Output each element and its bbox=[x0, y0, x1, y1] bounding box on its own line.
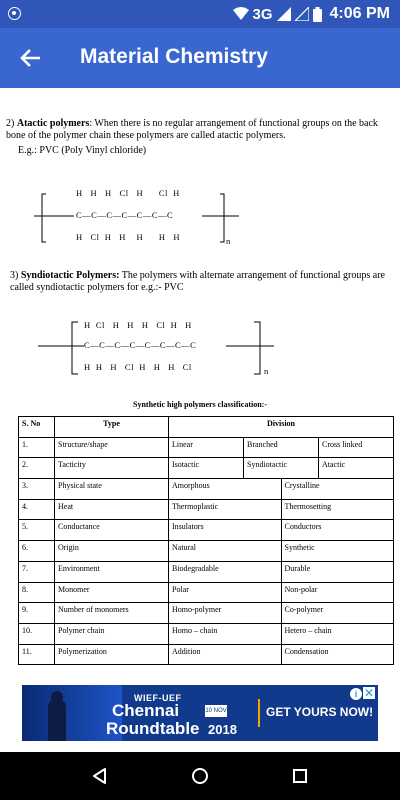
syndiotactic-structure bbox=[38, 316, 278, 380]
atactic-heading: Atactic polymers bbox=[16, 118, 90, 129]
cell-sno: 5. bbox=[19, 520, 55, 541]
atactic-example: E.g.: PVC (Poly Vinyl chloride) bbox=[18, 145, 147, 156]
table-row bbox=[19, 458, 394, 479]
cell-type: Tacticity bbox=[55, 458, 169, 479]
table-title: Synthetic high polymers classification:- bbox=[133, 400, 267, 409]
syndiotactic-chain: C—C—C—C—C—C—C—C bbox=[84, 340, 197, 350]
back-button[interactable] bbox=[10, 40, 50, 76]
table-row bbox=[19, 499, 394, 520]
signal-icon bbox=[277, 7, 291, 21]
signal-empty-icon bbox=[295, 7, 309, 21]
cell-type: Number of monomers bbox=[55, 603, 169, 624]
cell-sno: 2. bbox=[19, 458, 55, 479]
division-value: Homo – chain bbox=[172, 625, 218, 635]
nav-back-button[interactable] bbox=[88, 764, 112, 788]
division-value: Co-polymer bbox=[281, 603, 394, 623]
division-value: Isotactic bbox=[172, 460, 200, 470]
division-value: Condensation bbox=[281, 645, 394, 665]
cell-division bbox=[169, 520, 394, 541]
division-value: Branched bbox=[243, 438, 318, 458]
table-row bbox=[19, 541, 394, 562]
square-recents-icon bbox=[292, 768, 308, 784]
cell-type: Structure/shape bbox=[55, 437, 169, 458]
atactic-paragraph bbox=[6, 118, 394, 142]
cell-sno: 4. bbox=[19, 499, 55, 520]
division-value: Linear bbox=[172, 439, 193, 449]
cell-division bbox=[169, 499, 394, 520]
ad-info-icon[interactable]: i bbox=[350, 688, 362, 700]
division-value: Insulators bbox=[172, 522, 204, 532]
cell-type: Polymerization bbox=[55, 644, 169, 665]
notification-icon bbox=[8, 7, 21, 20]
system-nav-bar bbox=[0, 752, 400, 800]
division-value: Durable bbox=[281, 562, 394, 582]
table-row bbox=[19, 603, 394, 624]
ad-logo: 10 NOV bbox=[205, 705, 227, 717]
division-value: Synthetic bbox=[281, 541, 394, 561]
cell-division bbox=[169, 437, 394, 458]
triangle-back-icon bbox=[91, 767, 109, 785]
battery-icon bbox=[313, 7, 322, 22]
division-value: Crystalline bbox=[281, 479, 394, 499]
cell-type: Origin bbox=[55, 541, 169, 562]
division-value: Thermoplastic bbox=[172, 501, 219, 511]
atactic-top-atoms: H H H Cl H Cl H bbox=[76, 188, 180, 198]
classification-table bbox=[18, 416, 394, 665]
cell-sno: 6. bbox=[19, 541, 55, 562]
nav-home-button[interactable] bbox=[188, 764, 212, 788]
division-value: Natural bbox=[172, 543, 196, 553]
atactic-number: 2) bbox=[6, 118, 15, 129]
cell-type: Heat bbox=[55, 499, 169, 520]
ad-small-text: WIEF-UEF bbox=[134, 693, 182, 703]
cell-division bbox=[169, 561, 394, 582]
cell-division bbox=[169, 541, 394, 562]
division-value: Homo-polymer bbox=[172, 605, 222, 615]
division-value: Thermosetting bbox=[281, 500, 394, 520]
ad-headline-1: Chennai bbox=[112, 701, 180, 720]
ad-cta-button[interactable]: GET YOURS NOW! bbox=[266, 705, 374, 719]
arrow-left-icon bbox=[20, 49, 40, 67]
division-value: Hetero – chain bbox=[281, 624, 394, 644]
table-header-row bbox=[19, 417, 394, 438]
division-value: Biodegradable bbox=[172, 563, 219, 573]
cell-division bbox=[169, 458, 394, 479]
app-bar bbox=[0, 28, 400, 88]
table-row bbox=[19, 623, 394, 644]
circle-home-icon bbox=[191, 767, 209, 785]
header-sno: S. No bbox=[19, 417, 55, 438]
cell-division bbox=[169, 603, 394, 624]
cell-division bbox=[169, 644, 394, 665]
wifi-icon bbox=[233, 7, 249, 21]
cell-division bbox=[169, 479, 394, 500]
status-bar bbox=[0, 0, 400, 28]
syndiotactic-heading: Syndiotactic Polymers: bbox=[20, 270, 120, 281]
division-value: Syndiotactic bbox=[243, 458, 318, 478]
header-type: Type bbox=[55, 417, 169, 438]
ad-person-body bbox=[48, 699, 66, 741]
cell-sno: 1. bbox=[19, 437, 55, 458]
syndiotactic-top-atoms: H Cl H H H Cl H H bbox=[84, 320, 192, 330]
division-value: Polar bbox=[172, 584, 189, 594]
syndiotactic-number: 3) bbox=[10, 270, 19, 281]
cell-sno: 11. bbox=[19, 644, 55, 665]
table-row bbox=[19, 644, 394, 665]
atactic-bottom-atoms: H Cl H H H H H bbox=[76, 232, 180, 242]
cell-sno: 7. bbox=[19, 561, 55, 582]
header-division: Division bbox=[169, 417, 394, 438]
table-row bbox=[19, 437, 394, 458]
division-value: Non-polar bbox=[281, 583, 394, 603]
division-value: Conductors bbox=[281, 520, 394, 540]
cell-sno: 8. bbox=[19, 582, 55, 603]
atactic-chain: C—C—C—C—C—C—C bbox=[76, 210, 174, 220]
cell-type: Conductance bbox=[55, 520, 169, 541]
cell-type: Polymer chain bbox=[55, 623, 169, 644]
cell-type: Monomer bbox=[55, 582, 169, 603]
atactic-text: : When there is no regular arrangement of functional groups on the back bone of the polymer chain these polymers are called atactic polymers. bbox=[6, 118, 378, 141]
table-row bbox=[19, 479, 394, 500]
ad-divider bbox=[258, 699, 260, 727]
division-value: Addition bbox=[172, 646, 201, 656]
ad-close-icon[interactable]: ✕ bbox=[363, 686, 375, 700]
ad-year: 2018 bbox=[208, 722, 237, 737]
division-value: Amorphous bbox=[172, 481, 210, 491]
status-icons bbox=[233, 5, 390, 23]
cell-division bbox=[169, 623, 394, 644]
table-row bbox=[19, 561, 394, 582]
page-title: Material Chemistry bbox=[80, 45, 268, 68]
syndiotactic-bottom-atoms: H H H Cl H H H Cl bbox=[84, 362, 192, 372]
division-value: Atactic bbox=[318, 458, 393, 478]
clock: 4:06 PM bbox=[329, 5, 390, 22]
table-row bbox=[19, 520, 394, 541]
table-row bbox=[19, 582, 394, 603]
syndiotactic-text: The polymers with alternate arrangement of functional groups are called syndiotactic polymers for e.g.:- PVC bbox=[10, 270, 385, 293]
ad-banner[interactable] bbox=[22, 685, 378, 741]
atactic-structure bbox=[34, 186, 254, 246]
cell-sno: 3. bbox=[19, 479, 55, 500]
nav-recents-button[interactable] bbox=[288, 764, 312, 788]
syndiotactic-subscript: n bbox=[264, 366, 269, 376]
cell-division bbox=[169, 582, 394, 603]
cell-sno: 10. bbox=[19, 623, 55, 644]
ad-headline-2: Roundtable bbox=[106, 719, 200, 738]
cell-type: Physical state bbox=[55, 479, 169, 500]
cell-type: Environment bbox=[55, 561, 169, 582]
syndiotactic-paragraph bbox=[10, 270, 394, 294]
document-page[interactable] bbox=[0, 88, 400, 680]
cell-sno: 9. bbox=[19, 603, 55, 624]
division-value: Cross linked bbox=[318, 438, 393, 458]
network-type: 3G bbox=[252, 5, 273, 23]
atactic-subscript: n bbox=[226, 236, 231, 246]
